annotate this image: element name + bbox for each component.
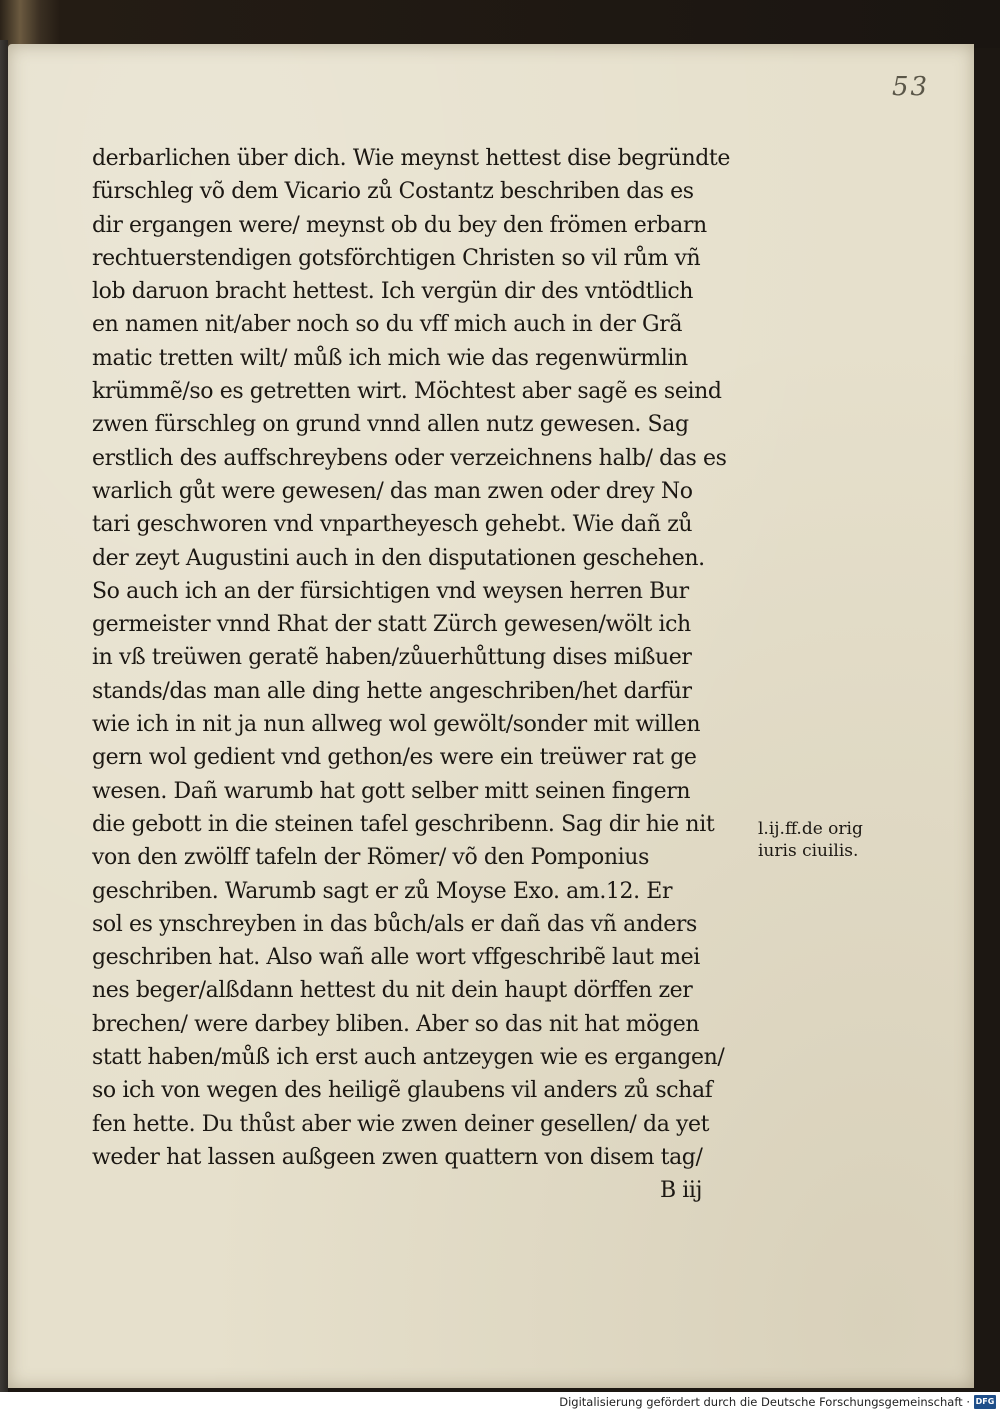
text-line: wesen. Dañ warumb hat gott selber mitt seinen fingern bbox=[92, 778, 691, 804]
text-line: So auch ich an der fürsichtigen vnd weysen herren Bur bbox=[92, 578, 689, 604]
text-line: brechen/ were darbey bliben. Aber so das nit hat mögen bbox=[92, 1011, 700, 1037]
signature-mark: B iij bbox=[659, 1178, 702, 1204]
marginal-note-line: l.ij.ff.de orig bbox=[758, 819, 863, 839]
text-line: der zeyt Augustini auch in den disputationen geschehen. bbox=[92, 545, 705, 571]
text-line: geschriben hat. Also wañ alle wort vffgeschribẽ laut mei bbox=[92, 945, 700, 971]
text-line: germeister vnnd Rhat der statt Zürch gewesen/wölt ich bbox=[92, 612, 691, 638]
text-line: lob daruon bracht hettest. Ich vergün dir des vntödtlich bbox=[92, 279, 694, 305]
text-line: warlich gůt were gewesen/ das man zwen oder drey No bbox=[92, 478, 693, 504]
text-line: dir ergangen were/ meynst ob du bey den frömen erbarn bbox=[92, 212, 707, 238]
marginal-note bbox=[758, 818, 888, 862]
text-line: geschriben. Warumb sagt er zů Moyse Exo. am.12. Er bbox=[92, 878, 673, 904]
text-line: fürschleg võ dem Vicario zů Costantz beschriben das es bbox=[92, 179, 694, 205]
text-line: sol es ynschreyben in das bůch/als er dañ das vñ anders bbox=[92, 911, 697, 937]
text-line: gern wol gedient vnd gethon/es were ein treüwer rat ge bbox=[92, 745, 697, 771]
text-line: erstlich des auffschreybens oder verzeichnens halb/ das es bbox=[92, 445, 727, 471]
text-line: weder hat lassen außgeen zwen quattern von disem tag/ bbox=[92, 1144, 703, 1170]
marginal-note-line: iuris ciuilis. bbox=[758, 841, 859, 861]
text-line: stands/das man alle ding hette angeschriben/het darfür bbox=[92, 678, 692, 704]
text-line: matic tretten wilt/ můß ich mich wie das regenwürmlin bbox=[92, 345, 688, 371]
text-line: wie ich in nit ja nun allweg wol gewölt/sonder mit willen bbox=[92, 712, 701, 738]
scan-left-edge bbox=[0, 40, 8, 1392]
text-line: tari geschworen vnd vnpartheyesch gehebt. Wie dañ zů bbox=[92, 512, 693, 538]
text-line: derbarlichen über dich. Wie meynst hettest dise begründte bbox=[92, 146, 730, 171]
text-line: statt haben/můß ich erst auch antzeygen wie es ergangen/ bbox=[92, 1045, 725, 1071]
text-line: nes beger/alßdann hettest du nit dein haupt dörffen zer bbox=[92, 978, 693, 1004]
body-text bbox=[92, 142, 772, 1208]
text-line: von den zwölff tafeln der Römer/ võ den Pomponius bbox=[92, 845, 649, 871]
text-line: zwen fürschleg on grund vnnd allen nutz gewesen. Sag bbox=[92, 412, 689, 438]
text-line: fen hette. Du thůst aber wie zwen deiner gesellen/ da yet bbox=[92, 1111, 710, 1137]
text-line: rechtuerstendigen gotsförchtigen Christen so vil rům vñ bbox=[92, 245, 701, 271]
dfg-logo: DFG bbox=[974, 1395, 996, 1409]
text-line: in vß treüwen geratẽ haben/zůuerhůttung dises mißuer bbox=[92, 645, 692, 671]
scan-top-edge bbox=[0, 0, 1000, 48]
text-line: en namen nit/aber noch so du vff mich auch in der Grã bbox=[92, 312, 683, 338]
text-line: so ich von wegen des heiligẽ glaubens vil anders zů schaf bbox=[92, 1078, 713, 1104]
folio-number: 53 bbox=[892, 72, 930, 102]
text-line: die gebott in die steinen tafel geschribenn. Sag dir hie nit bbox=[92, 811, 715, 837]
digitization-credit: Digitalisierung gefördert durch die Deutsche Forschungsgemeinschaft · bbox=[559, 1395, 970, 1409]
text-line: krümmẽ/so es getretten wirt. Möchtest aber sagẽ es seind bbox=[92, 379, 722, 405]
